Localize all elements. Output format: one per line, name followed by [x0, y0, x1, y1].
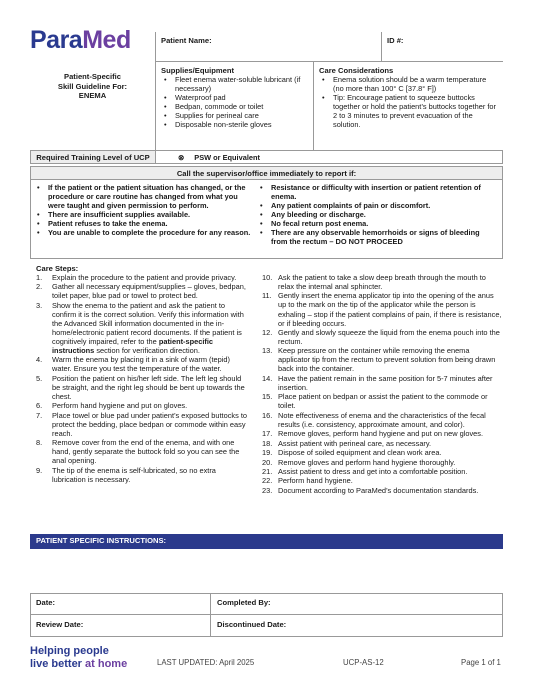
training-value: PSW or Equivalent	[194, 153, 260, 162]
date-cell[interactable]	[30, 593, 211, 615]
report-left-list	[34, 183, 254, 237]
list-item: 21. Assist patient to dress and get into a comfortable position.	[262, 466, 468, 476]
list-item: • If the patient or the patient situation has changed, or the procedure or care routine has changed from what you were taught and given permission to perform.	[34, 183, 254, 210]
report-section	[30, 180, 503, 259]
list-item: 12. Gently and slowly squeeze the liquid from the enema pouch into the rectum.	[262, 327, 500, 346]
discontinued-date-cell[interactable]	[211, 615, 503, 637]
checkbox-x-icon: ⊗	[178, 153, 185, 162]
list-item: 10. Ask the patient to take a slow deep breath through the mouth to relax the internal anal sphincter.	[262, 273, 486, 292]
list-item: 8. Remove cover from the end of the enema, and with one hand, gently separate the buttock fold so you can see the anal opening.	[36, 438, 240, 466]
training-value-cell	[155, 150, 503, 164]
list-item: 4. Warm the enema by placing it in a sink of warm (tepid) water. Ensure you test the temperature of the water.	[36, 355, 230, 374]
list-item: 11. Gently insert the enema applicator tip into the opening of the anus up to the mark on the tip of the applicator while the person is exhaling – stop if the patient complains of pain, if there is resistance, or if bleeding occurs.	[262, 291, 502, 328]
list-item: • No fecal return post enema.	[257, 219, 495, 228]
list-item: 15. Place patient on bedpan or assist the patient to the commode or toilet.	[262, 392, 488, 411]
discontinued-date-label: Discontinued Date:	[217, 620, 287, 629]
review-date-cell[interactable]	[30, 615, 211, 637]
patient-name-cell[interactable]	[155, 32, 381, 62]
list-item: 5. Position the patient on his/her left side. The left leg should be straight, and the right leg should be bent up towards the chest.	[36, 373, 245, 401]
list-item: • Supplies for perineal care	[161, 111, 308, 120]
report-right-list	[257, 183, 495, 246]
list-item: • You are unable to complete the procedure for any reason.	[34, 228, 254, 237]
patient-specific-instructions-area[interactable]	[30, 549, 503, 592]
list-item: 18. Assist patient with perineal care, as necessary.	[262, 438, 432, 448]
page-number: Page 1 of 1	[461, 658, 501, 667]
paramed-logo: ParaMed	[30, 26, 131, 54]
date-label: Date:	[36, 598, 55, 607]
supplies-section	[155, 62, 313, 150]
list-item: • Any bleeding or discharge.	[257, 210, 495, 219]
care-considerations-list	[319, 75, 498, 129]
completed-by-label: Completed By:	[217, 598, 271, 607]
review-date-label: Review Date:	[36, 620, 84, 629]
supplies-list	[161, 75, 308, 129]
training-label-cell	[30, 150, 155, 164]
report-title: Call the supervisor/office immediately to report if:	[176, 169, 357, 178]
list-item: 23. Document according to ParaMed’s documentation standards.	[262, 485, 479, 495]
list-item: 19. Dispose of soiled equipment and clean work area.	[262, 448, 442, 458]
care-steps-right-list	[262, 273, 503, 495]
list-item: • There are any observable hemorrhoids or signs of bleeding from the rectum – DO NOT PROCEED	[257, 228, 495, 246]
patient-name-label: Patient Name:	[161, 36, 212, 45]
list-item: • Bedpan, commode or toilet	[161, 102, 308, 111]
list-item: 6. Perform hand hygiene and put on gloves.	[36, 401, 188, 411]
list-item: • Disposable non-sterile gloves	[161, 120, 308, 129]
report-title-bar	[30, 166, 503, 180]
list-item: • Enema solution should be a warm temperature (no more than 100° C [37.8° F])	[319, 75, 498, 93]
care-considerations-section	[313, 62, 503, 150]
list-item: 17. Remove gloves, perform hand hygiene and put on new gloves.	[262, 429, 484, 439]
care-considerations-title: Care Considerations	[319, 66, 394, 75]
footer-slogan: Helping people live better at home	[30, 645, 128, 670]
list-item: • Any patient complaints of pain or discomfort.	[257, 201, 495, 210]
list-item: • Tip: Encourage patient to squeeze buttocks together or hold the patient’s buttocks together for 2 to 3 minutes to prevent evacuation of the solution.	[319, 93, 498, 129]
list-item: 2. Gather all necessary equipment/supplies – gloves, bedpan, toilet paper, blue pad or towel to protect bed.	[36, 282, 246, 301]
list-item: 1. Explain the procedure to the patient and provide privacy.	[36, 273, 237, 282]
list-item: 9. The tip of the enema is self-lubricated, so no extra lubrication is necessary.	[36, 465, 216, 484]
list-item: • Fleet enema water-soluble lubricant (if necessary)	[161, 75, 308, 93]
list-item: • There are insufficient supplies available.	[34, 210, 254, 219]
patient-specific-instructions-header: PATIENT SPECIFIC INSTRUCTIONS:	[30, 534, 503, 549]
care-steps-title: Care Steps:	[36, 264, 79, 273]
training-label: Required Training Level of UCP	[36, 153, 150, 162]
list-item: 16. Note effectiveness of enema and the characteristics of the fecal results (i.e. consistency, approximate amount, and color).	[262, 410, 486, 429]
care-steps-left-list	[36, 273, 249, 484]
list-item: 13. Keep pressure on the container while removing the enema applicator tip from the rectum to prevent solution from being drawn back into the container.	[262, 346, 496, 374]
list-item: 22. Perform hand hygiene.	[262, 476, 353, 486]
last-updated: LAST UPDATED: April 2025	[157, 658, 255, 667]
list-item: • Resistance or difficulty with insertion or patient retention of enema.	[257, 183, 495, 201]
id-label: ID #:	[387, 36, 404, 45]
id-cell[interactable]	[381, 32, 503, 62]
guideline-title: Patient-Specific Skill Guideline For: ENEMA	[57, 72, 128, 101]
list-item: • Patient refuses to take the enema.	[34, 219, 254, 228]
list-item: 7. Place towel or blue pad under patient’s exposed buttocks to protect the bedding, place bedpan or commode within easy reach.	[36, 410, 248, 438]
list-item: • Waterproof pad	[161, 93, 308, 102]
list-item: 3. Show the enema to the patient and ask the patient to confirm it is the correct solution. Verify this information with the Advanced Skill information documented in the in-home/electronic patient record documents. If the patient is cognitively impaired, refer to the patient-specific instructions section for verification direction.	[36, 300, 244, 356]
supplies-title: Supplies/Equipment	[161, 66, 234, 75]
document-code: UCP-AS-12	[343, 658, 384, 667]
list-item: 20. Remove gloves and perform hand hygiene thoroughly.	[262, 457, 456, 467]
list-item: 14. Have the patient remain in the same position for 5-7 minutes after insertion.	[262, 373, 493, 392]
completed-by-cell[interactable]	[211, 593, 503, 615]
